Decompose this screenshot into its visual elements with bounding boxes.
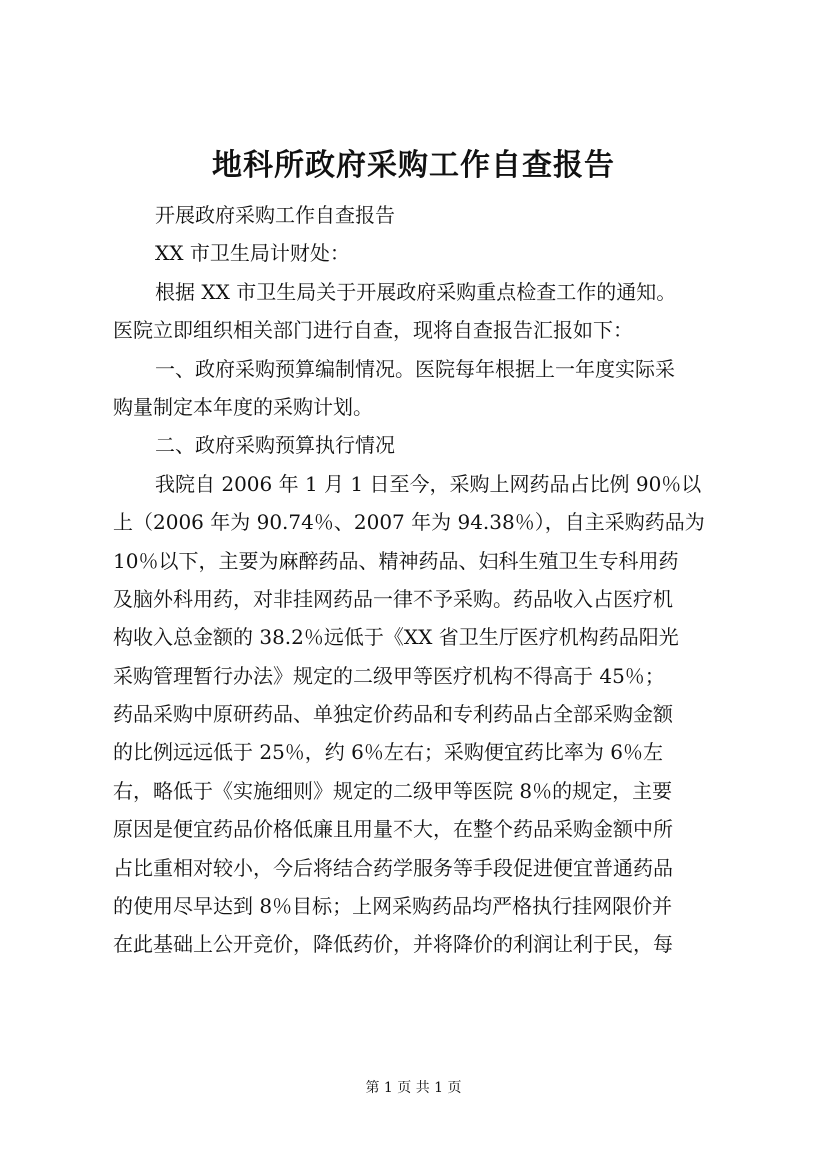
text-line: 采购管理暂行办法》规定的二级甲等医疗机构不得高于 45％；: [113, 663, 665, 688]
text-line: 一、政府采购预算编制情况。医院每年根据上一年度实际采: [155, 356, 675, 381]
text-line: 原因是便宜药品价格低廉且用量不大，在整个药品采购金额中所: [113, 817, 673, 842]
text-line: 医院立即组织相关部门进行自查，现将自查报告汇报如下：: [113, 318, 633, 343]
text-line: 右，略低于《实施细则》规定的二级甲等医院 8％的规定，主要: [113, 778, 673, 803]
text-line: 二、政府采购预算执行情况: [155, 433, 395, 458]
text-line: 的比例远远低于 25％，约 6％左右；采购便宜药比率为 6％左: [113, 740, 663, 765]
text-line: 购量制定本年度的采购计划。: [113, 394, 373, 419]
text-line: 药品采购中原研药品、单独定价药品和专利药品占全部采购金额: [113, 702, 673, 727]
text-line: 开展政府采购工作自查报告: [155, 203, 395, 227]
text-line: XX 市卫生局计财处：: [155, 241, 350, 266]
document-body: [113, 196, 723, 964]
document-title: 地科所政府采购工作自查报告: [212, 148, 615, 183]
text-line: 构收入总金额的 38.2％远低于《XX 省卫生厅医疗机构药品阳光: [113, 625, 679, 650]
text-line: 10％以下，主要为麻醉药品、精神药品、妇科生殖卫生专科用药: [113, 548, 679, 573]
text-line: 在此基础上公开竞价，降低药价，并将降价的利润让利于民，每: [113, 932, 673, 957]
text-line: 上（2006 年为 90.74％、2007 年为 94.38％），自主采购药品为: [113, 510, 705, 535]
text-line: 占比重相对较小，今后将结合药学服务等手段促进便宜普通药品: [113, 855, 673, 880]
text-line: 根据 XX 市卫生局关于开展政府采购重点检查工作的通知。: [155, 279, 677, 304]
text-line: 我院自 2006 年 1 月 1 日至今，采购上网药品占比例 90％以: [155, 471, 702, 496]
text-line: 及脑外科用药，对非挂网药品一律不予采购。药品收入占医疗机: [113, 586, 673, 611]
page-footer: 第 1 页 共 1 页: [365, 1080, 462, 1096]
text-line: 的使用尽早达到 8％目标；上网采购药品均严格执行挂网限价并: [113, 894, 673, 919]
